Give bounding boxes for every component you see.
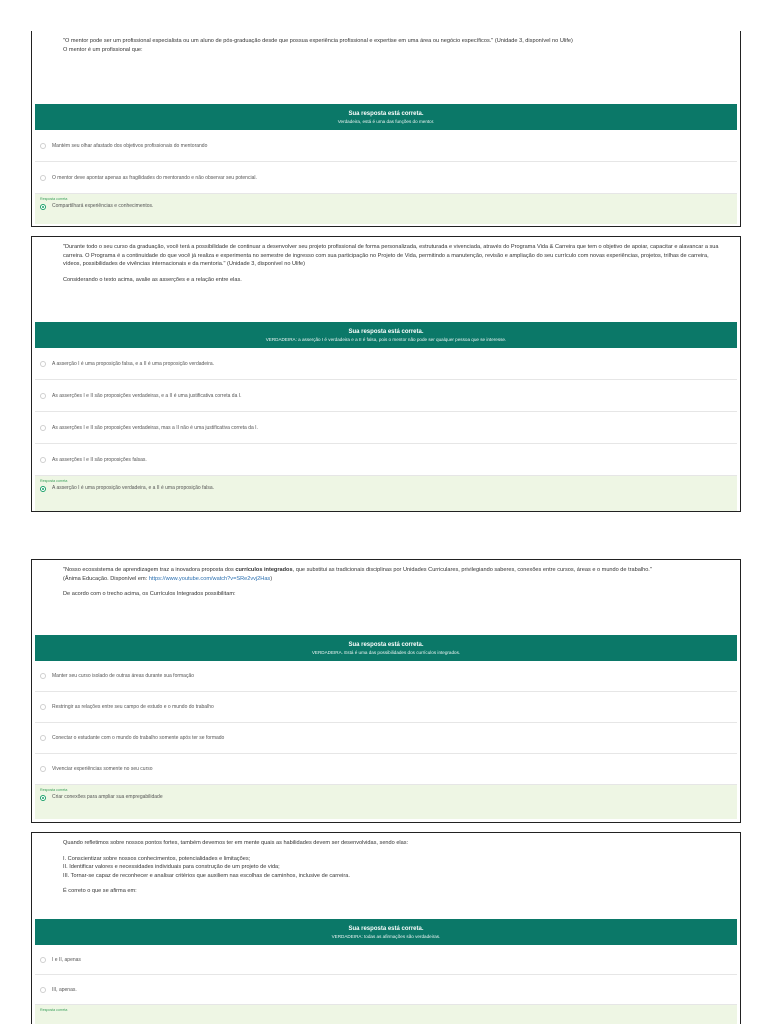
option[interactable]: Vivenciar experiências somente no seu curso (35, 754, 737, 785)
options-list (35, 945, 737, 1024)
radio-button-selected[interactable] (40, 204, 46, 210)
feedback-title: Sua resposta está correta. (348, 926, 424, 932)
radio-button[interactable] (40, 425, 46, 431)
question-card-3 (31, 559, 741, 823)
option[interactable]: Manter seu curso isolado de outras áreas durante sua formação (35, 661, 737, 692)
source-link[interactable]: https://www.youtube.com/watch?v=SRe2vvj2Has (148, 575, 271, 582)
question-text: Quando refletimos sobre nossos pontos fortes, também devemos ter em mente quais as habilidades devem ser desenvolvidas, sendo elas: I. Conscientizar sobre nossos conhecimentos, potencialidades e limitações; II. Identificar valores e necessidades individuais para construção de um projeto de vida; III. Tornar-se capaz de reconhecer e analisar critérios que auxiliem nas escolhas de caminhos, inclusive de carreira. É correto o que se afirma em: (63, 840, 409, 895)
question-card-4 (31, 832, 741, 1024)
correct-option[interactable]: Resposta correta Criar conexões para ampliar sua empregabilidade (35, 785, 737, 819)
feedback-title: Sua resposta está correta. (348, 642, 424, 648)
correct-answer-tag: Resposta correta (40, 1008, 68, 1012)
radio-button[interactable] (40, 393, 46, 399)
correct-answer-tag: Resposta correta (40, 479, 68, 483)
radio-button-selected[interactable] (40, 486, 46, 492)
question-card-2 (31, 236, 741, 512)
options-list (35, 661, 737, 819)
feedback-text: VERDADEIRA: a asserção I é verdadeira e a II é falsa, pois o mentor não pode ser qualquer pessoa que se interesse. (265, 337, 507, 342)
option[interactable]: Conectar o estudante com o mundo do trabalho somente após ter se formado (35, 723, 737, 754)
correct-answer-tag: Resposta correta (40, 197, 68, 201)
correct-option[interactable]: Resposta correta A asserção I é uma proposição verdadeira, e a II é uma proposição falsa. (35, 476, 737, 512)
feedback-title: Sua resposta está correta. (348, 329, 424, 335)
radio-button[interactable] (40, 143, 46, 149)
feedback-text: Verdadeira, está é uma das funções do mentor. (337, 119, 435, 124)
correct-option[interactable]: Resposta correta Compartilhará experiências e conhecimentos. (35, 194, 737, 224)
option[interactable]: As asserções I e II são proposições verdadeiras, mas a II não é uma justificativa correta da I. (35, 412, 737, 444)
feedback-banner (35, 322, 737, 348)
question-text: "O mentor pode ser um profissional especialista ou um aluno de pós-graduação desde que possua experiência profissional e expertise em uma área ou negócio específicos." (Unidade 3, disponível no Ulife) O mentor é um profissional que: (63, 38, 573, 53)
option[interactable]: As asserções I e II são proposições falsas. (35, 444, 737, 476)
feedback-text: VERDADEIRA: todas as afirmações são verdadeiras. (331, 934, 441, 939)
options-list (35, 348, 737, 512)
option[interactable]: A asserção I é uma proposição falsa, e a II é uma proposição verdadeira. (35, 348, 737, 380)
feedback-title: Sua resposta está correta. (348, 111, 424, 117)
radio-button-selected[interactable] (40, 795, 46, 801)
options-list (35, 130, 737, 224)
question-text: "Durante todo o seu curso da graduação, você terá a possibilidade de continuar a desenvolver seu projeto profissional de forma personalizada, estruturada e vivenciada, através do Programa Vida & Carreira que tem o objetivo de apoiar, capacitar e alavancar a sua carreira. O Programa é a continuidade do que você já realiza e experimenta no semestre de ingresso com sua participação no Projeto de Vida, permitindo a manutenção, revisão e ampliação do seu currículo com novas experiências, projetos, trilhas de carreira, vídeos, possibilidades de vivências internacionais e da mentoria." (Unidade 3, disponível no Ulife) Considerando o texto acima, avalie as asserções e a relação entre elas. (63, 244, 719, 283)
feedback-banner (35, 919, 737, 945)
question-card-1 (31, 31, 741, 227)
correct-answer-tag: Resposta correta (40, 788, 68, 792)
feedback-text: VERDADEIRA. Está é uma das possibilidades dos currículos integrados. (311, 650, 461, 655)
radio-button[interactable] (40, 704, 46, 710)
radio-button[interactable] (40, 361, 46, 367)
option[interactable]: As asserções I e II são proposições verdadeiras, e a II é uma justificativa correta da I. (35, 380, 737, 412)
radio-button[interactable] (40, 987, 46, 993)
option[interactable]: Mantém seu olhar afastado dos objetivos profissionais do mentorando (35, 130, 737, 162)
question-text: "Nosso ecossistema de aprendizagem traz a inovadora proposta dos currículos integrados, que substitui as tradicionais disciplinas por Unidades Curriculares, privilegiando saberes, conexões entre cursos, áreas e o mundo de trabalho." (Ânima Educação. Disponível em: https://www.youtube.com/watch?v=SRe2vvj2Has) De acordo com o trecho acima, os Currículos Integrados possibilitam: (63, 567, 652, 598)
radio-button[interactable] (40, 457, 46, 463)
radio-button[interactable] (40, 673, 46, 679)
radio-button[interactable] (40, 735, 46, 741)
radio-button[interactable] (40, 766, 46, 772)
feedback-banner (35, 635, 737, 661)
feedback-banner (35, 104, 737, 130)
option[interactable]: Restringir as relações entre seu campo de estudo e o mundo do trabalho (35, 692, 737, 723)
option[interactable]: O mentor deve apontar apenas as fragilidades do mentorando e não observar seu potencial. (35, 162, 737, 194)
option[interactable]: I e II, apenas (35, 945, 737, 975)
radio-button[interactable] (40, 957, 46, 963)
correct-option[interactable] (35, 1005, 737, 1024)
option[interactable]: III, apenas. (35, 975, 737, 1005)
radio-button[interactable] (40, 175, 46, 181)
